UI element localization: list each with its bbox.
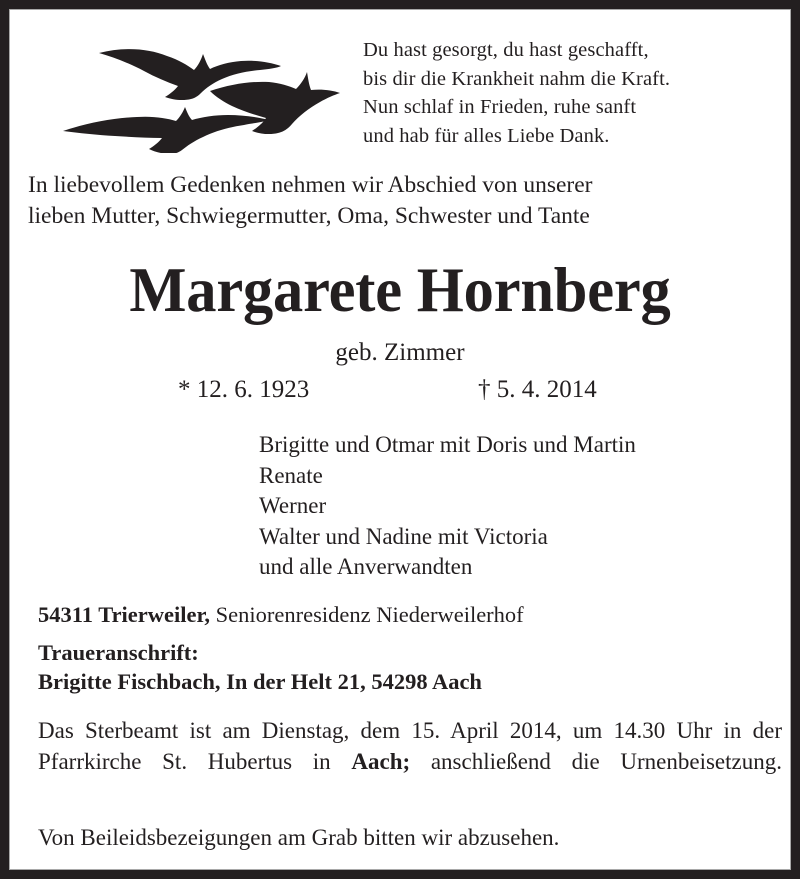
poem-line-2: bis dir die Krankheit nahm die Kraft. <box>363 67 671 90</box>
memorial-poem <box>363 36 783 150</box>
survivors-list <box>259 430 779 583</box>
service-text-part-2: anschließend die Urnenbeisetzung. <box>410 749 782 774</box>
service-location-highlight: Aach; <box>351 749 411 774</box>
intro-text <box>28 170 791 232</box>
residence-name: Seniorenresidenz Niederweilerhof <box>210 602 524 627</box>
list-item: und alle Anverwandten <box>259 554 473 579</box>
birth-date: * 12. 6. 1923 <box>178 376 310 403</box>
mourning-address-value: Brigitte Fischbach, In der Helt 21, 54298 Aach <box>38 669 482 694</box>
flying-gulls-icon <box>55 28 340 153</box>
obituary-inner-frame <box>9 9 791 870</box>
poem-line-3: Nun schlaf in Frieden, ruhe sanft <box>363 96 637 118</box>
residence-address <box>38 600 788 630</box>
list-item: Renate <box>259 462 323 488</box>
maiden-name: geb. Zimmer <box>335 339 465 366</box>
list-item: Walter und Nadine mit Victoria <box>259 523 548 549</box>
list-item: Werner <box>259 493 327 518</box>
list-item: Brigitte und Otmar mit Doris und Martin <box>259 432 636 457</box>
poem-line-1: Du hast gesorgt, du hast geschafft, <box>363 39 649 61</box>
poem-line-4: und hab für alles Liebe Dank. <box>363 124 610 147</box>
deceased-name: Margarete Hornberg <box>129 255 671 325</box>
intro-line-1: In liebevollem Gedenken nehmen wir Abschied von unserer <box>28 172 593 198</box>
closing-request: Von Beileidsbezeigungen am Grab bitten wir abzusehen. <box>38 825 560 850</box>
mourning-address-label: Traueranschrift: <box>38 640 199 665</box>
intro-line-2: lieben Mutter, Schwiegermutter, Oma, Schwester und Tante <box>28 203 590 229</box>
service-details <box>38 715 782 808</box>
service-text-part-1: Das Sterbeamt ist am Dienstag, dem 15. April 2014, um 14.30 Uhr in der Pfarrkirche St. Hubertus in <box>38 718 782 774</box>
death-date: † 5. 4. 2014 <box>478 376 597 403</box>
header-row <box>10 10 790 162</box>
residence-city: 54311 Trierweiler, <box>38 602 211 627</box>
